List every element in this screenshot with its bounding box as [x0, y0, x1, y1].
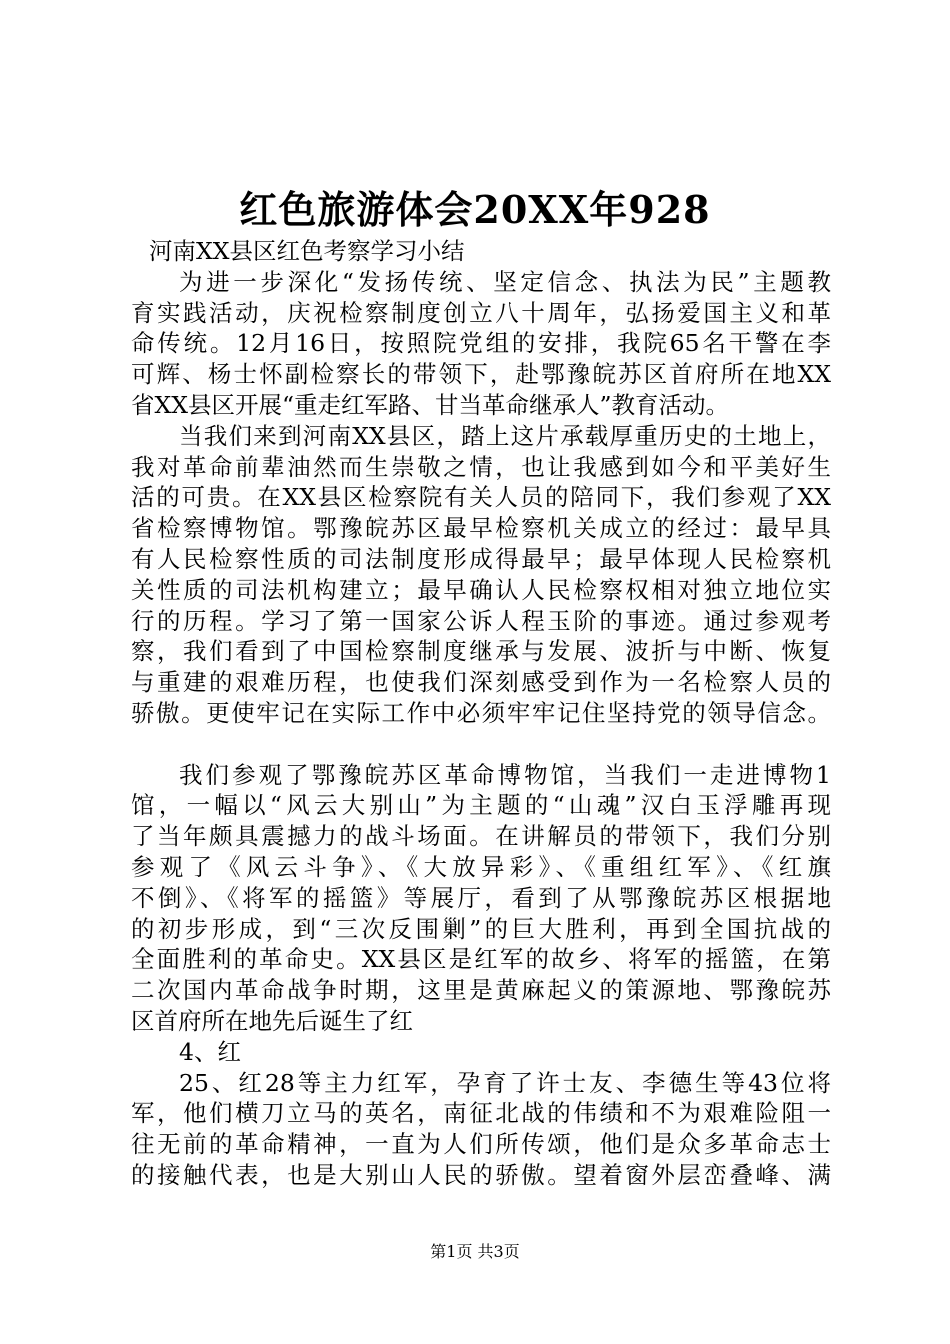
paragraph-line: 为进一步深化“发扬传统、坚定信念、执法为民”主题教	[179, 267, 831, 296]
paragraph-line: 有人民检察性质的司法制度形成得最早；最早体现人民检察机	[131, 544, 831, 573]
paragraph-line: 与重建的艰难历程，也使我们深刻感受到作为一名检察人员的	[131, 668, 831, 697]
paragraph-line: 骄傲。更使牢记在实际工作中必须牢牢记住坚持党的领导信念。	[131, 698, 831, 727]
paragraph-line: 察，我们看到了中国检察制度继承与发展、波折与中断、恢复	[131, 637, 831, 666]
paragraph-line: 可辉、杨士怀副检察长的带领下，赴鄂豫皖苏区首府所在地XX	[131, 360, 831, 389]
paragraph-line: 军，他们横刀立马的英名，南征北战的伟绩和不为艰难险阻一	[131, 1099, 831, 1128]
paragraph-line: 25、红28等主力红军，孕育了许士友、李德生等43位将	[179, 1068, 831, 1097]
paragraph-line: 我们参观了鄂豫皖苏区革命博物馆，当我们一走进博物1	[179, 760, 831, 789]
paragraph-line: 当我们来到河南XX县区，踏上这片承载厚重历史的土地上，	[179, 421, 831, 450]
paragraph-line: 我对革命前辈油然而生崇敬之情，也让我感到如今和平美好生	[131, 452, 831, 481]
paragraph-line: 馆，一幅以“风云大别山”为主题的“山魂”汉白玉浮雕再现	[131, 791, 831, 820]
paragraph-line: 参观了《风云斗争》、《大放异彩》、《重组红军》、《红旗	[131, 852, 831, 881]
paragraph-line: 的初步形成，到“三次反围剿”的巨大胜利，再到全国抗战的	[131, 914, 831, 943]
subtitle-line: 河南XX县区红色考察学习小结	[149, 237, 465, 265]
document-body	[131, 236, 831, 1191]
paragraph-line: 命传统。12月16日，按照院党组的安排，我院65名干警在李	[131, 329, 831, 358]
paragraph-line: 育实践活动，庆祝检察制度创立八十周年，弘扬爱国主义和革	[131, 298, 831, 327]
paragraph-line: 关性质的司法机构建立；最早确认人民检察权相对独立地位实	[131, 575, 831, 604]
paragraph-line: 省XX县区开展“重走红军路、甘当革命继承人”教育活动。	[131, 390, 729, 419]
paragraph-line: 了当年颇具震撼力的战斗场面。在讲解员的带领下，我们分别	[131, 822, 831, 851]
paragraph-line: 行的历程。学习了第一国家公诉人程玉阶的事迹。通过参观考	[131, 606, 831, 635]
paragraph-line: 区首府所在地先后诞生了红	[131, 1006, 413, 1035]
paragraph-line: 全面胜利的革命史。XX县区是红军的故乡、将军的摇篮，在第	[131, 945, 831, 974]
paragraph-line: 的接触代表，也是大别山人民的骄傲。望着窗外层峦叠峰、满	[131, 1160, 831, 1189]
paragraph-line: 活的可贵。在XX县区检察院有关人员的陪同下，我们参观了XX	[131, 483, 831, 512]
page-footer: 第1页 共3页	[430, 1242, 520, 1261]
paragraph-line: 不倒》、《将军的摇篮》等展厅，看到了从鄂豫皖苏区根据地	[131, 883, 831, 912]
paragraph-line: 4、红	[179, 1037, 241, 1066]
paragraph-line: 省检察博物馆。鄂豫皖苏区最早检察机关成立的经过：最早具	[131, 514, 831, 543]
document-title: 红色旅游体会20XX年928	[239, 187, 711, 232]
paragraph-line: 往无前的革命精神，一直为人们所传颂，他们是众多革命志士	[131, 1130, 831, 1159]
paragraph-line: 二次国内革命战争时期，这里是黄麻起义的策源地、鄂豫皖苏	[131, 976, 831, 1005]
blank-line	[131, 729, 831, 760]
